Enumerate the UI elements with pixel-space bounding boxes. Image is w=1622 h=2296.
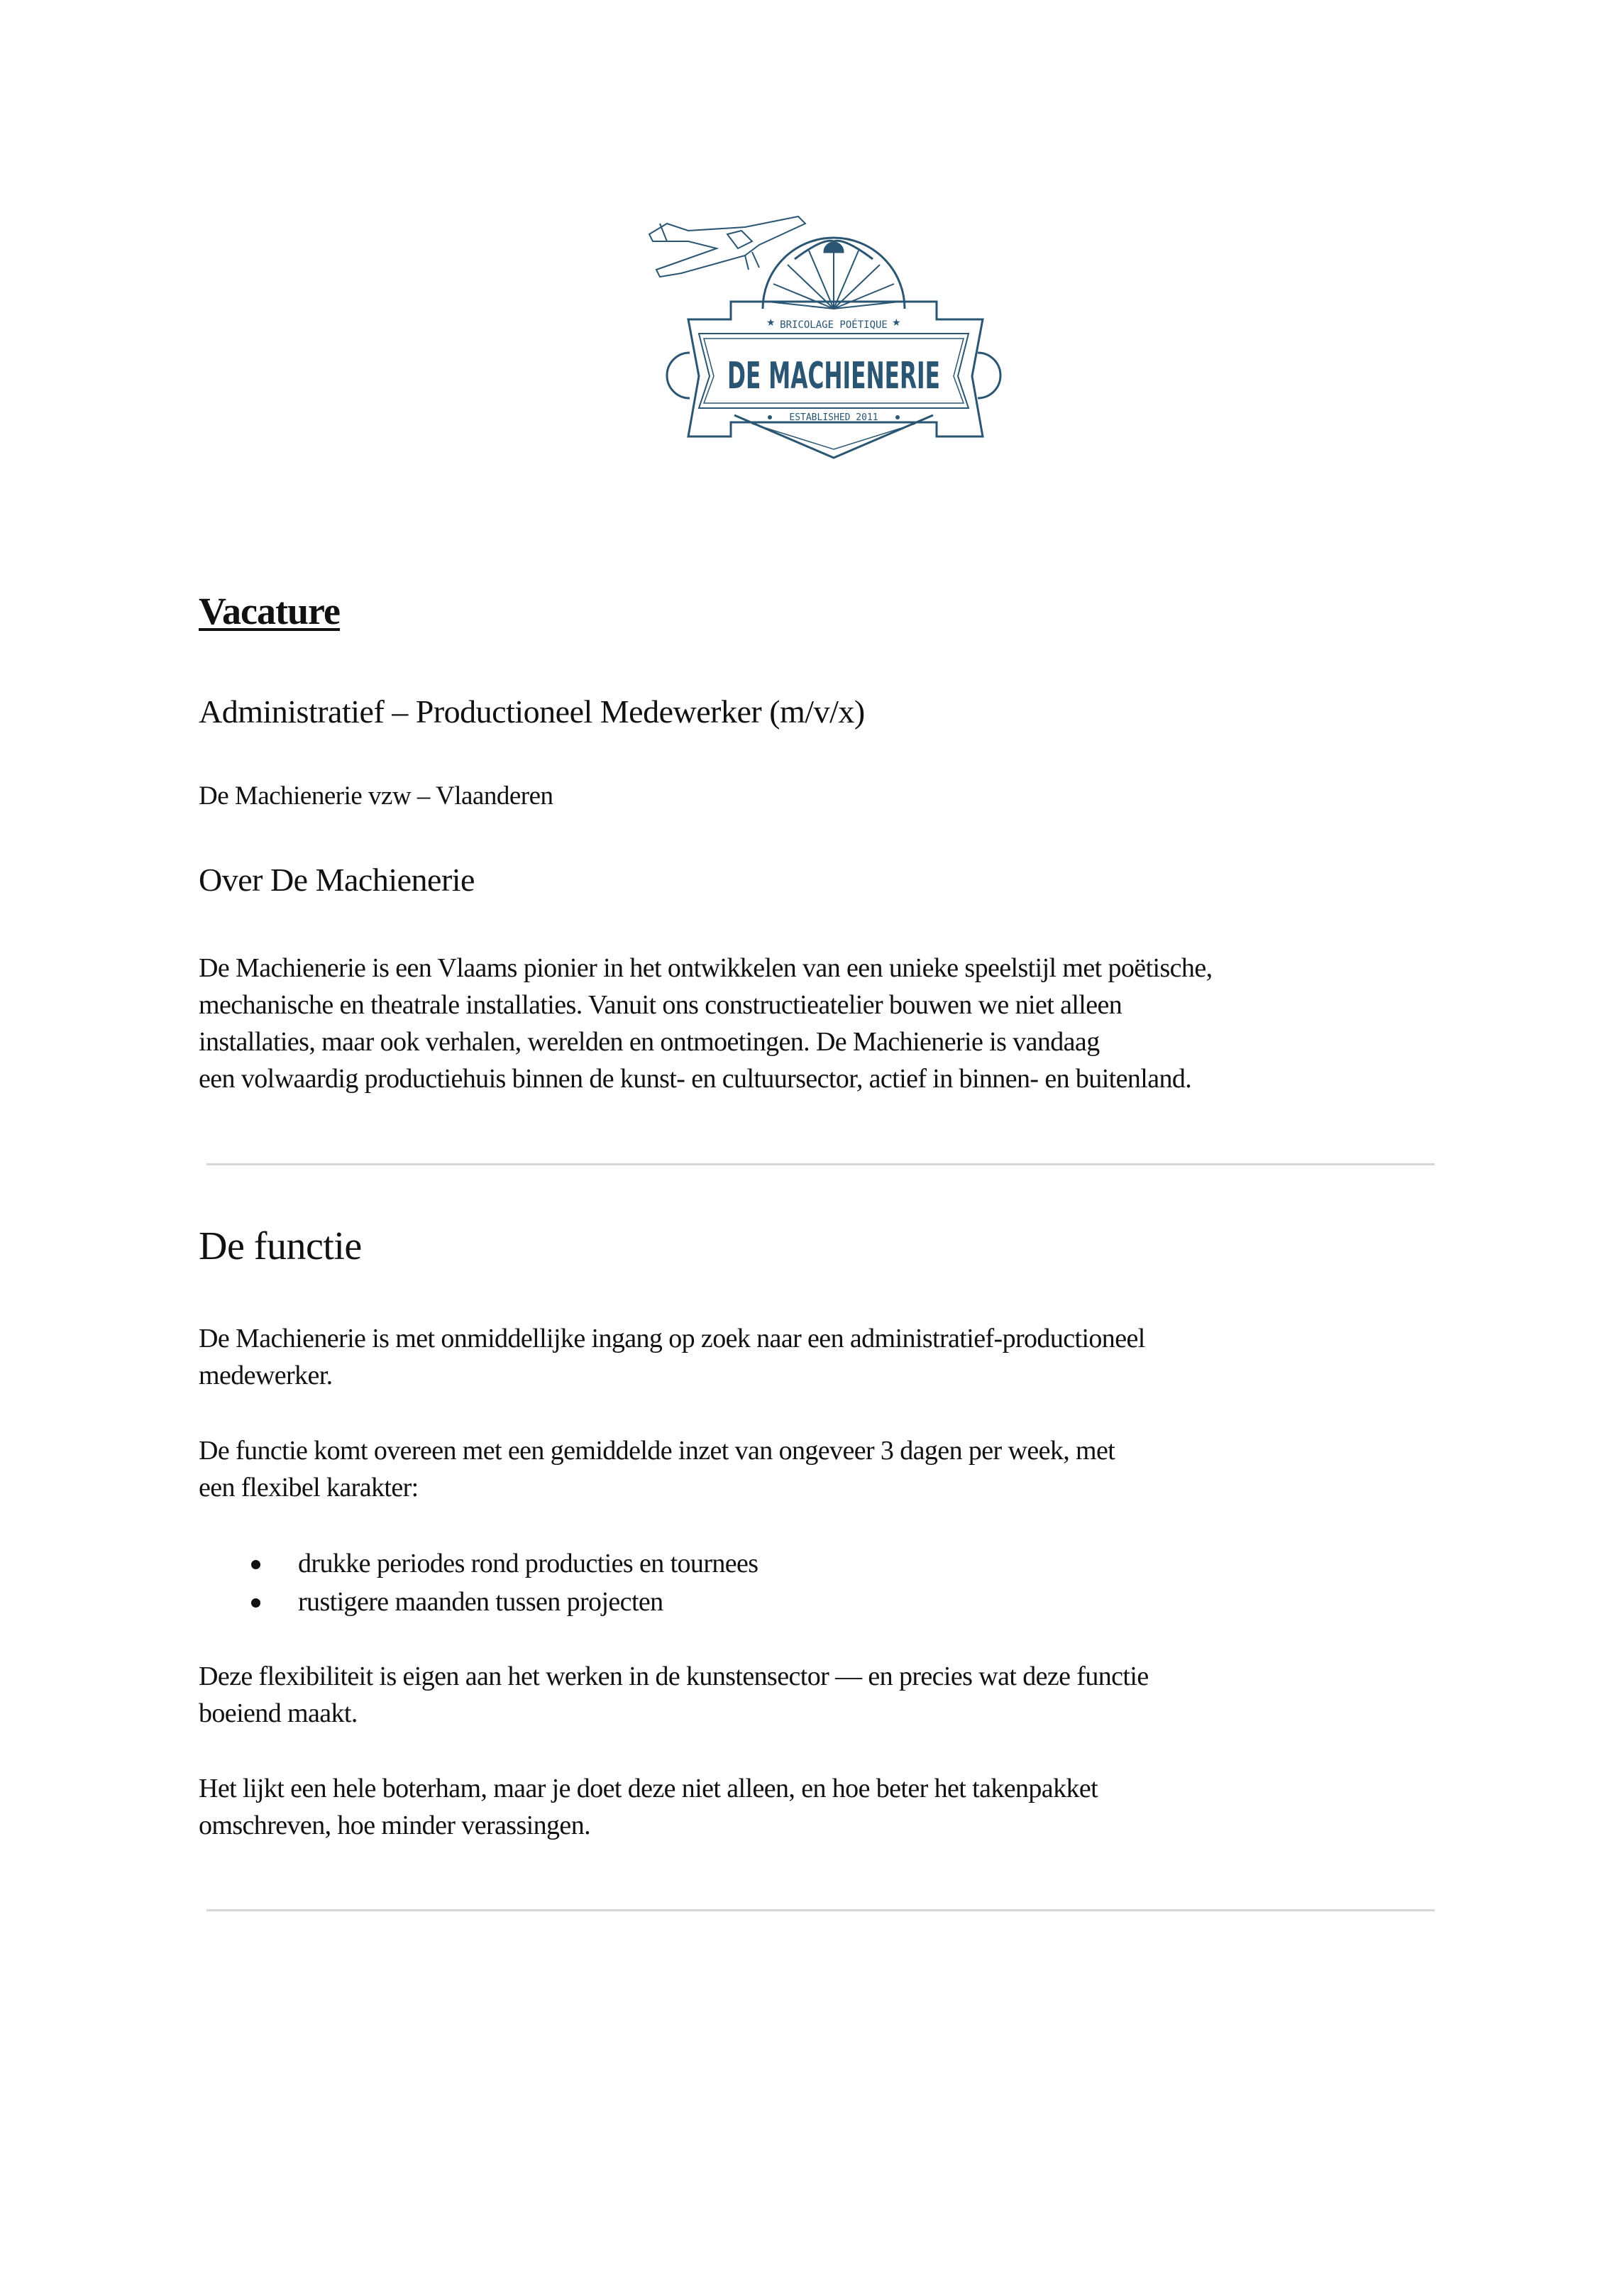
text-line: een flexibel karakter: [199, 1473, 419, 1503]
bullet-icon [251, 1598, 260, 1608]
divider [206, 1163, 1435, 1165]
function-paragraph-3 [199, 1658, 1149, 1732]
bullet-list [241, 1544, 758, 1621]
text-line: omschreven, hoe minder verassingen. [199, 1811, 590, 1840]
list-item-text: drukke periodes rond producties en tournees [298, 1549, 758, 1578]
text-line: een volwaardig productiehuis binnen de kunst- en cultuursector, actief in binnen- en buitenland. [199, 1064, 1192, 1094]
star-icon: ★ [892, 318, 901, 329]
list-item [241, 1583, 758, 1621]
text-line: mechanische en theatrale installaties. Vanuit ons constructieatelier bouwen we niet alleen [199, 990, 1122, 1020]
function-paragraph-4 [199, 1770, 1098, 1844]
logo-established: ESTABLISHED 2011 [789, 412, 878, 423]
star-icon: ★ [766, 318, 776, 329]
function-paragraph-1 [199, 1320, 1145, 1394]
list-item-text: rustigere maanden tussen projecten [298, 1587, 663, 1617]
text-line: Deze flexibiliteit is eigen aan het werken in de kunstensector — en precies wat deze functie [199, 1661, 1149, 1691]
list-item [241, 1544, 758, 1583]
function-title: De functie [199, 1224, 362, 1268]
text-line: Het lijkt een hele boterham, maar je doet deze niet alleen, en hoe beter het takenpakket [199, 1774, 1098, 1803]
text-line: installaties, maar ook verhalen, werelden en ontmoetingen. De Machienerie is vandaag [199, 1027, 1100, 1057]
airplane-icon [649, 216, 805, 277]
text-line: De Machienerie is een Vlaams pionier in het ontwikkelen van een unieke speelstijl met poëtische, [199, 953, 1213, 983]
bullet-icon [251, 1560, 260, 1569]
logo-name: DE MACHIENERIE [727, 355, 940, 397]
about-title: Over De Machienerie [199, 862, 475, 898]
about-paragraph [199, 950, 1213, 1097]
function-paragraph-2 [199, 1432, 1115, 1506]
de-machienerie-logo [639, 202, 1008, 461]
text-line: De functie komt overeen met een gemiddelde inzet van ongeveer 3 dagen per week, met [199, 1436, 1115, 1466]
organisation: De Machienerie vzw – Vlaanderen [199, 781, 553, 811]
logo-tagline: BRICOLAGE POÉTIQUE [780, 319, 888, 331]
text-line: De Machienerie is met onmiddellijke ingang op zoek naar een administratief-productioneel [199, 1324, 1145, 1353]
divider [206, 1909, 1435, 1911]
page-heading: Vacature [199, 590, 340, 632]
job-title: Administratief – Productioneel Medewerker (m/v/x) [199, 693, 865, 730]
text-line: boeiend maakt. [199, 1698, 358, 1728]
text-line: medewerker. [199, 1361, 333, 1390]
